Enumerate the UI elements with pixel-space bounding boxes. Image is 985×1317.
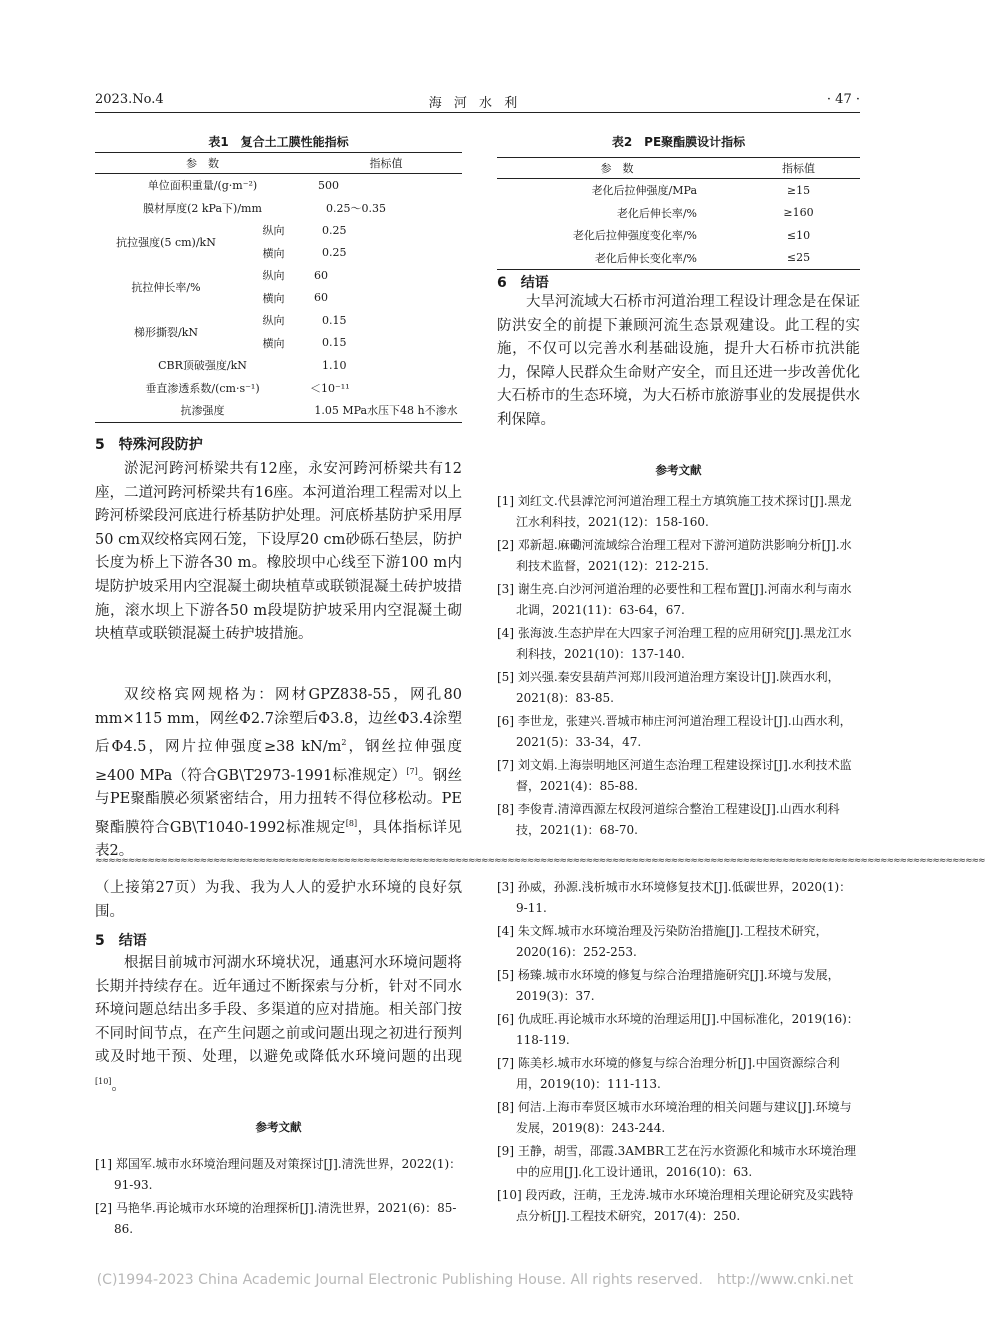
copyright-footer: (C)1994-2023 China Academic Journal Electronic Publishing House. All rights reserved. http://www.cnki.net: [96, 1272, 854, 1288]
list-item: [3] 孙威，孙源.浅析城市水环境修复技术[J].低碳世界，2020(1)：9-11.: [497, 880, 852, 915]
table1-param: 抗拉伸长率/%: [131, 280, 201, 294]
table1-value: 0.25～0.35: [326, 201, 386, 215]
section5-heading: 5 特殊河段防护: [95, 437, 203, 453]
table2-head-param: 参 数: [497, 158, 737, 179]
list-item: [5] 刘兴强.秦安县葫芦河郑川段河道治理方案设计[J].陕西水利，2021(8)：83-85.: [497, 670, 840, 705]
table-row: [95, 197, 462, 220]
table2-value: ≤25: [786, 251, 811, 265]
citation: [7]: [406, 766, 418, 776]
section-separator: ≈≈≈≈≈≈≈≈≈≈≈≈≈≈≈≈≈≈≈≈≈≈≈≈≈≈≈≈≈≈≈≈≈≈≈≈≈≈≈≈≈≈≈≈≈≈≈≈≈≈≈≈≈≈≈≈≈≈≈≈≈≈≈≈≈≈≈≈≈≈≈≈≈≈≈≈≈≈≈≈≈≈≈≈≈≈≈≈≈≈≈≈≈≈≈≈≈≈≈≈≈≈≈≈≈≈≈≈≈≈≈≈≈≈≈≈≈≈≈≈≈≈≈≈≈≈≈≈≈≈≈≈≈≈≈≈: [95, 856, 985, 866]
table2-param: 老化后伸长率/%: [616, 206, 697, 220]
table1-head-param: 参 数: [95, 153, 310, 174]
list-item: [2] 邓新超.麻磡河流域综合治理工程对下游河道防洪影响分析[J].水利技术监督，2021(12)：212-215.: [497, 538, 852, 573]
bottom-reference-list-left: [95, 1154, 462, 1242]
list-item: [7] 刘文娟.上海崇明地区河道生态治理工程建设探讨[J].水利技术监督，2021(4)：85-88.: [497, 758, 852, 793]
table1-param: 垂直渗透系数/(cm·s⁻¹): [145, 381, 260, 395]
table1-param: 膜材厚度(2 kPa下)/mm: [143, 201, 262, 215]
table-row: [95, 264, 462, 287]
table2-value: ≤10: [786, 228, 811, 242]
citation: [8]: [345, 818, 358, 828]
table-row: [95, 309, 462, 332]
table2-param: 老化后拉伸强度/MPa: [591, 184, 697, 198]
continued-text: （上接第27页）为我、我为人人的爱护水环境的良好氛围。: [95, 880, 462, 920]
header-rule: [95, 112, 860, 113]
table2: [497, 157, 860, 270]
table-row: [95, 354, 462, 377]
table2-param: 老化后拉伸强度变化率/%: [572, 229, 697, 243]
list-item: [6] 仇成旺.再论城市水环境的治理运用[J].中国标准化，2019(16)：118-119.: [497, 1012, 859, 1047]
table-row: [497, 202, 860, 225]
list-item: [8] 李俊青.清漳西源左权段河道综合整治工程建设[J].山西水利科技，2021(1)：68-70.: [497, 802, 840, 837]
table2-value: ≥160: [783, 206, 814, 220]
table1-sub: 纵向: [262, 314, 285, 328]
table1-param: 抗拉强度(5 cm)/kN: [116, 235, 216, 249]
list-item: [1] 郑国军.城市水环境治理问题及对策探讨[J].清洗世界，2022(1)：91-93.: [95, 1157, 462, 1192]
table1-param: 抗渗强度: [180, 404, 225, 418]
table1-sub: 横向: [262, 291, 285, 305]
references-heading: 参考文献: [655, 463, 702, 477]
table1-param: 单位面积重量/(g·m⁻²): [147, 179, 258, 193]
text-span: 。钢丝与PE聚酯膜必须紧密结合，用力扭转不得位移松动。PE聚酯膜符合GB\T1040-1992标准规定: [95, 767, 463, 836]
list-item: [5] 杨臻.城市水环境的修复与综合治理措施研究[J].环境与发展，2019(3)：37.: [497, 968, 840, 1003]
superscript: 2: [341, 738, 347, 748]
text-span: ，钢丝拉伸强度≥400 MPa（符合GB\T2973-1991标准规定）: [95, 739, 463, 784]
list-item: [4] 朱文辉.城市水环境治理及污染防治措施[J].工程技术研究，2020(16)：252-253.: [497, 924, 828, 959]
table-row: [95, 399, 462, 422]
bottom-references-heading: 参考文献: [255, 1120, 302, 1134]
reference-list: [497, 491, 860, 843]
table1-value: 0.15: [322, 313, 347, 327]
text-span: 。: [111, 1077, 126, 1094]
list-item: [9] 王静，胡雪，邵霞.3AMBR工艺在污水资源化和城市水环境治理中的应用[J].化工设计通讯，2016(10)：63.: [497, 1144, 857, 1179]
table-row: [497, 224, 860, 247]
section6-heading: 6 结语: [497, 275, 549, 291]
table1-value: 1.05 MPa水压下48 h不渗水: [314, 404, 458, 418]
bottom-reference-list-right: [497, 877, 860, 1229]
issue-label: 2023.No.4: [95, 92, 164, 107]
list-item: [7] 陈美杉.城市水环境的修复与综合治理分析[J].中国资源综合利用，2019(10)：111-113.: [497, 1056, 840, 1091]
table1-sub: 纵向: [262, 269, 285, 283]
table1-value: ＜10⁻¹¹: [310, 381, 350, 395]
list-item: [2] 马艳华.再论城市水环境的治理探析[J].清洗世界，2021(6)：85-86.: [95, 1201, 457, 1236]
table2-param: 老化后伸长变化率/%: [594, 251, 697, 265]
conclusion-paragraph: [95, 952, 462, 1098]
citation: [10]: [95, 1076, 112, 1086]
list-item: [1] 刘红文.代县滹沱河河道治理工程土方填筑施工技术探讨[J].黑龙江水利科技，2021(12)：158-160.: [497, 494, 852, 529]
conclusion-heading: 5 结语: [95, 933, 147, 949]
list-item: [4] 张海波.生态护岸在大四家子河治理工程的应用研究[J].黑龙江水利科技，2021(10)：137-140.: [497, 626, 852, 661]
text-span: ，具体指标详见表2。: [95, 819, 462, 860]
table1-sub: 横向: [262, 336, 285, 350]
table2-head-value: 指标值: [737, 158, 860, 179]
list-item: [6] 李世龙，张建兴.晋城市柿庄河河道治理工程设计[J].山西水利，2021(5)：33-34，47.: [497, 714, 852, 749]
list-item: [10] 段丙政，汪萌，王龙涛.城市水环境治理相关理论研究及实践特点分析[J].工程技术研究，2017(4)：250.: [497, 1188, 854, 1223]
table1-value: 60: [314, 291, 328, 305]
table2-caption: 表2 PE聚酯膜设计指标: [611, 135, 746, 149]
section6-paragraph: 大旱河流域大石桥市河道治理工程设计理念是在保证防洪安全的前提下兼顾河流生态景观建设。此工程的实施，不仅可以完善水利基础设施，提升大石桥市抗洪能力，保障人民群众生命财产安全，而且还进一步改善优化大石桥市的生态环境，为大石桥市旅游事业的发展提供水利保障。: [497, 294, 860, 428]
table1-value: 0.15: [322, 336, 347, 350]
table1-param: 梯形撕裂/kN: [134, 325, 198, 339]
table-row: [95, 377, 462, 400]
table1-value: 0.25: [322, 246, 347, 260]
list-item: [3] 谢生亮.白沙河河道治理的必要性和工程布置[J].河南水利与南水北调，2021(11)：63-64，67.: [497, 582, 852, 617]
table1-value: 0.25: [322, 223, 347, 237]
text-span: 根据目前城市河湖水环境状况，通惠河水环境问题将长期并持续存在。近年通过不断探索与分析，针对不同水环境问题总结出多手段、多渠道的应对措施。相关部门按不同时间节点，在产生问题之前或问题出现之初进行预判或及时地干预、处理，以避免或降低水环境问题的出现: [95, 955, 462, 1066]
journal-title: 海 河 水 利: [428, 96, 522, 111]
section5-paragraph-2: [95, 684, 462, 864]
table1-sub: 横向: [262, 246, 285, 260]
table-row: [95, 174, 462, 197]
table1-value: 1.10: [322, 358, 347, 372]
table1: [95, 152, 462, 423]
table-row: [497, 247, 860, 270]
table-row: [497, 179, 860, 202]
table1-caption: 表1 复合土工膜性能指标: [208, 135, 349, 149]
table2-value: ≥15: [786, 183, 811, 197]
page-number: · 47 ·: [826, 92, 860, 107]
table1-head-value: 指标值: [310, 153, 462, 174]
table1-value: 60: [314, 268, 328, 282]
table1-value: 500: [318, 178, 339, 192]
table1-sub: 纵向: [262, 224, 285, 238]
section5-paragraph-1: 淤泥河跨河桥梁共有12座，永安河跨河桥梁共有12座，二道河跨河桥梁共有16座。本河道治理工程需对以上跨河桥梁段河底进行桥基防护处理。河底桥基防护采用厚50 cm双绞格宾网石笼，下设厚20 cm砂砾石垫层，防护长度为桥上下游各30 m。橡胶坝中心线至下游100 m内堤防护坡采用内空混凝土砌块植草或联锁混凝土砖护坡措施，滚水坝上下游各50 m段堤防护坡采用内空混凝土砌块植草或联锁混凝土砖护坡措施。: [95, 461, 462, 643]
text-span: 双绞格宾网规格为：网材GPZ838-55，网孔80 mm×115 mm，网丝Φ2.7涂塑后Φ3.8，边丝Φ3.4涂塑后Φ4.5，网片拉伸强度≥38 kN/m: [95, 687, 462, 756]
list-item: [8] 何洁.上海市奉贤区城市水环境治理的相关问题与建议[J].环境与发展，2019(8)：243-244.: [497, 1100, 852, 1135]
table-row: [95, 219, 462, 242]
table1-param: CBR顶破强度/kN: [158, 359, 247, 373]
